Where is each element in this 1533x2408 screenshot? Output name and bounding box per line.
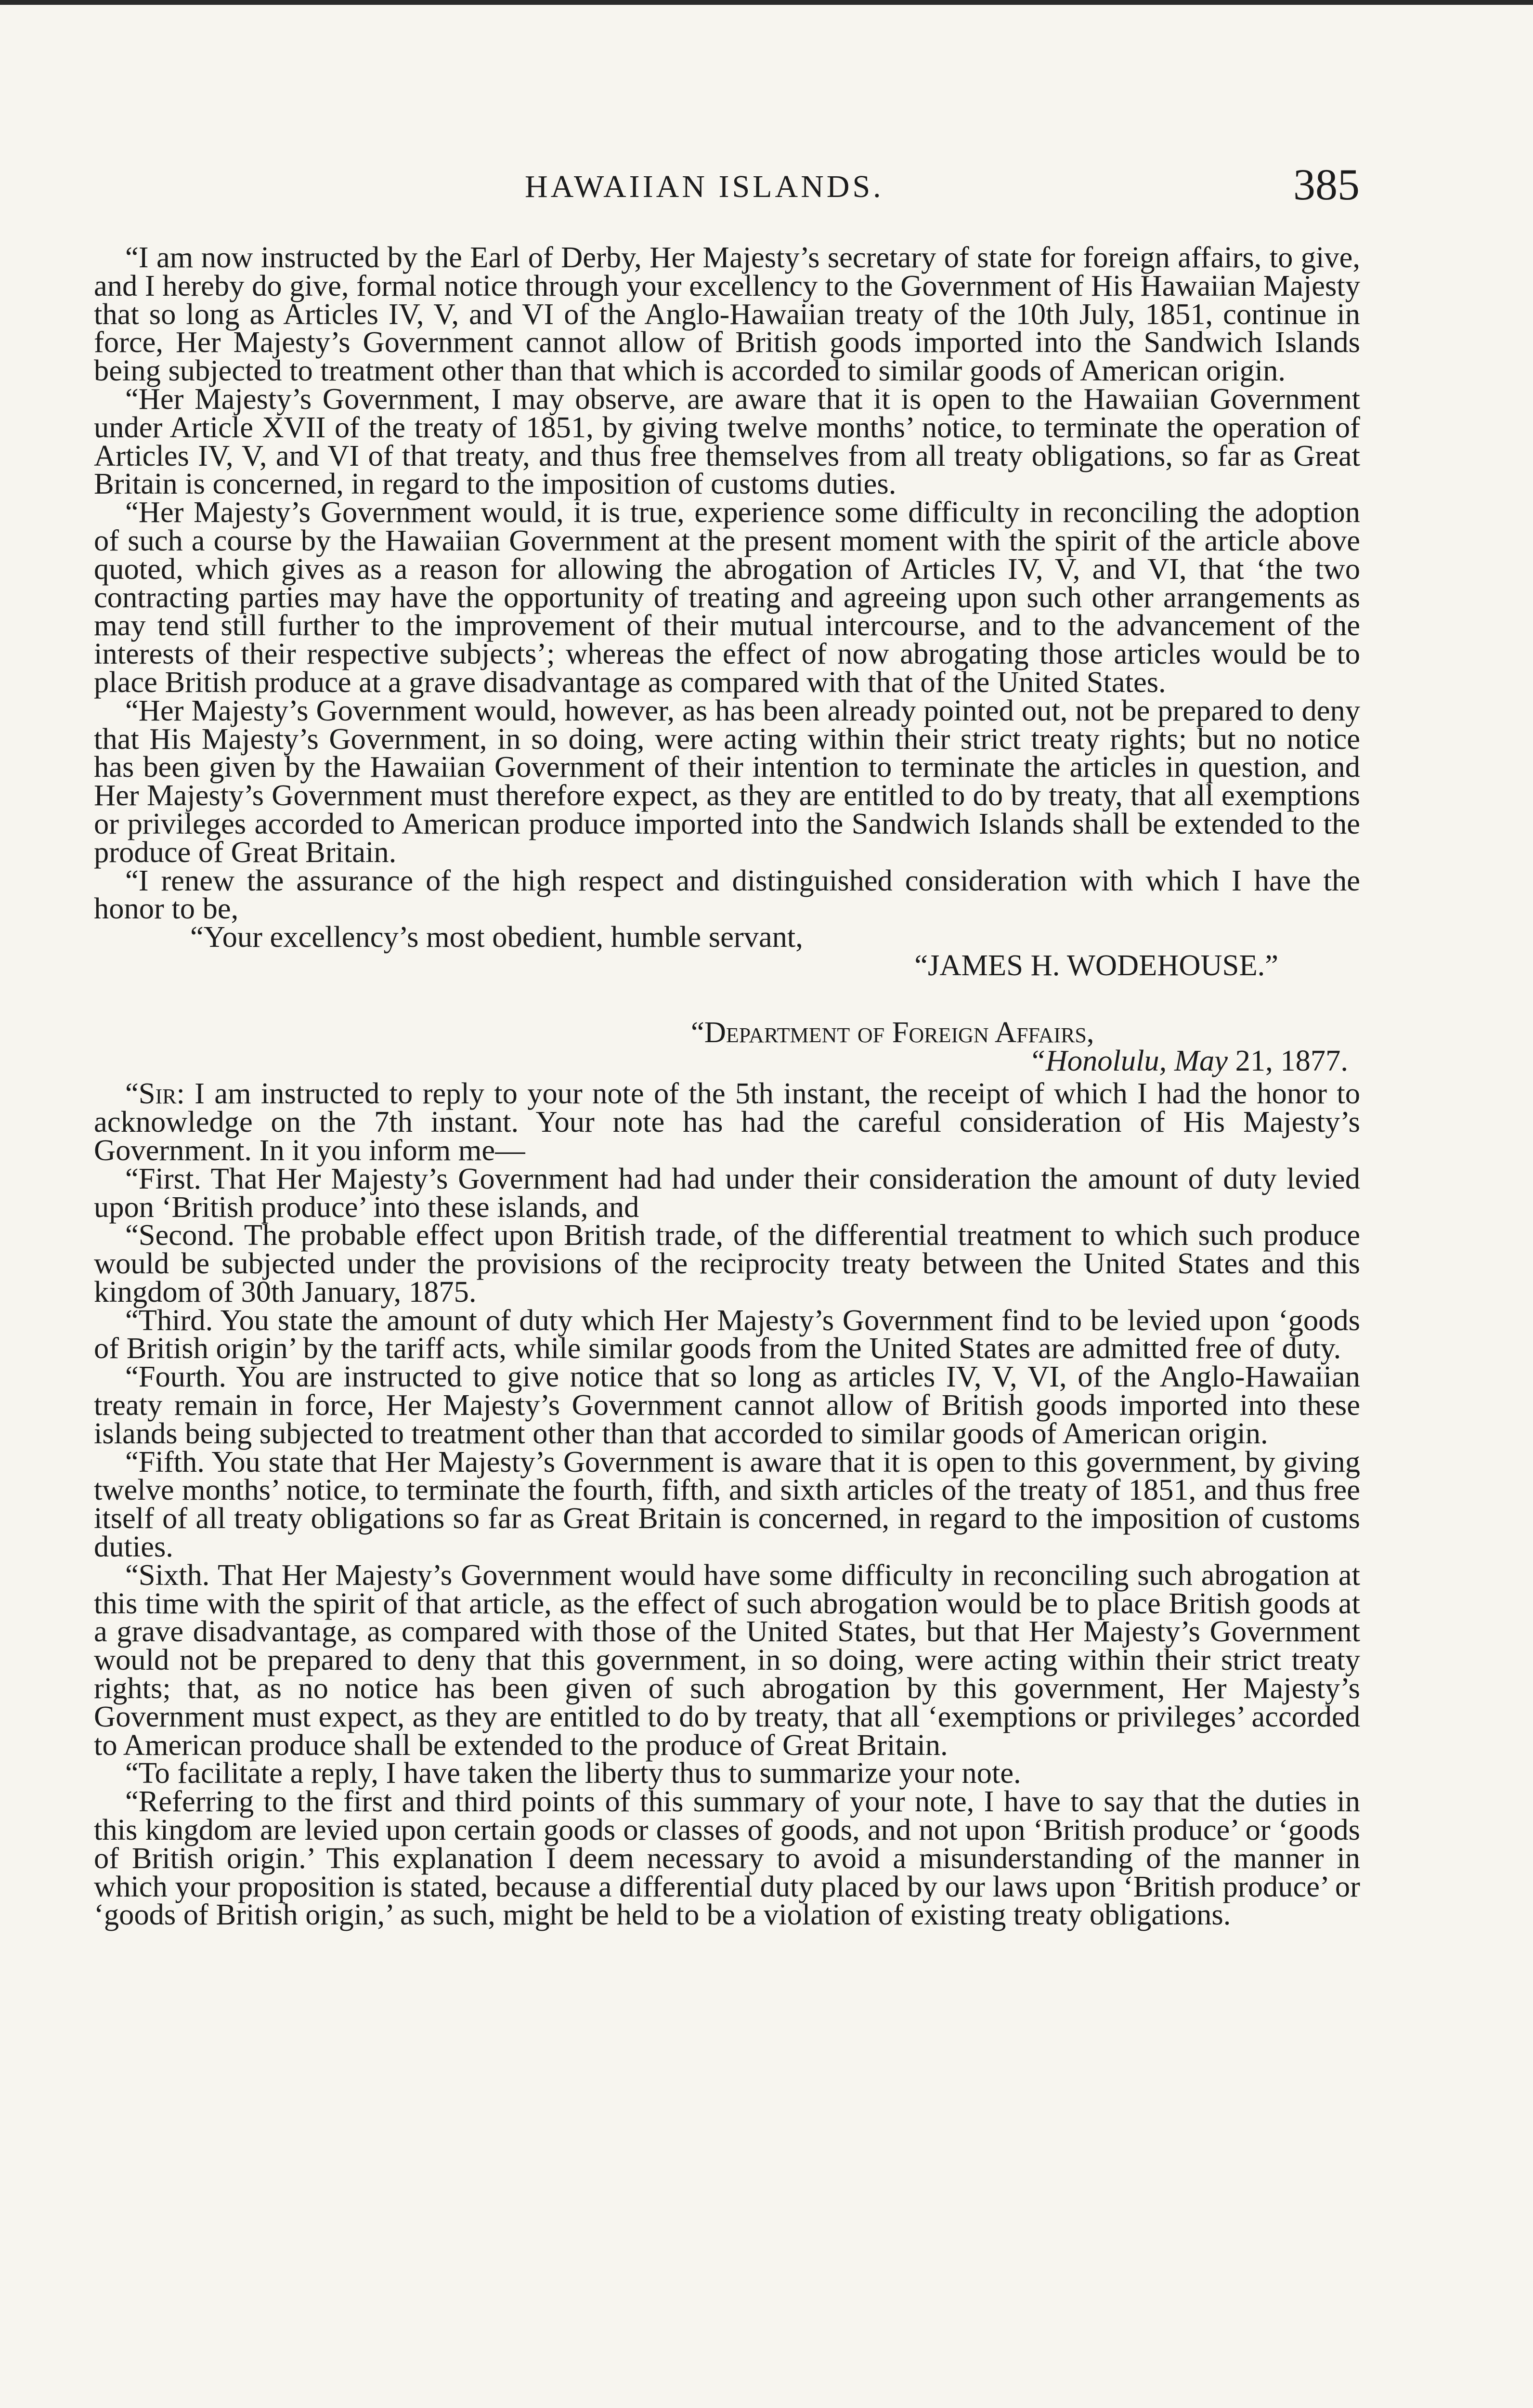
letter-2-paragraph: “Second. The probable effect upon British trade, of the differential treatment to which such produce would be subjected under the provisions of the reciprocity treaty between the United States and this kingdom of 30th January, 1875. [94,1218,1360,1309]
letter-2-salutation: “Sir: [125,1076,185,1111]
dateline-place: “Honolulu, [1028,1043,1167,1077]
letter-1-closing: “Your excellency’s most obedient, humble servant, [190,920,803,954]
letter-1-paragraph: “Her Majesty’s Government, I may observe, are aware that it is open to the Hawaiian Government under Article XVII of the treaty of 1851, by giving twelve months’ notice, to terminate the operation of Articles IV, V, and VI of that treaty, and thus free themselves from all treaty obligations, so far as Great Britain is concerned, in regard to the imposition of customs duties. [94,381,1360,501]
letter-2-paragraph: “Sixth. That Her Majesty’s Government would have some difficulty in reconciling such abrogation at this time with the spirit of that article, as the effect of such abrogation would be to place British goods at a grave disadvantage, as compared with those of the United States, but that Her Majesty’s Government would not be prepared to deny that this government, in so doing, were acting within their strict treaty rights; that, as no notice has been given of such abrogation by this government, Her Majesty’s Government must expect, as they are entitled to do by treaty, that all ‘exemptions or privileges’ accorded to American produce shall be extended to the produce of Great Britain. [94,1557,1360,1762]
letter-2-opening-text: I am instructed to reply to your note of the 5th instant, the receipt of which I had the honor to acknowledge on the 7th instant. Your note has had the careful consideration of His Majesty’s Government. In it you inform me— [94,1076,1361,1167]
letter-1-paragraph: “Her Majesty’s Government would, it is true, experience some difficulty in reconciling the adoption of such a course by the Hawaiian Government at the present moment with the spirit of the article above quoted, which gives as a reason for allowing the abrogation of Articles IV, V, and VI, that ‘the two contracting parties may have the opportunity of treating and agreeing upon such other arrangements as may tend still further to the improvement of their mutual intercourse, and to the advancement of the interests of their respective subjects’; whereas the effect of now abrogating those articles would be to place British produce at a grave disadvantage as compared with that of the United States. [94,495,1360,699]
letter-2-paragraph: “To facilitate a reply, I have taken the liberty thus to summarize your note. [125,1756,1021,1790]
letter-2-dateline-date [94,1043,1360,1077]
page-body [94,240,1361,1932]
page-number: 385 [1293,160,1360,209]
letter-2-paragraph: “Referring to the first and third points of this summary of your note, I have to say that the duties in this kingdom are levied upon certain goods or classes of goods, and not upon ‘British produce’ or ‘goods of British origin.’ This explanation I deem necessary to avoid a misunderstanding of the manner in which your proposition is stated, because a differential duty placed by our laws upon ‘British produce’ or ‘goods of British origin,’ as such, might be held to be a violation of existing treaty obligations. [94,1784,1360,1932]
running-head: HAWAIIAN ISLANDS. [525,169,884,204]
letter-2-paragraph: “First. That Her Majesty’s Government had had under their consideration the amount of duty levied upon ‘British produce’ into these islands, and [94,1161,1360,1224]
letter-1-paragraph: “I am now instructed by the Earl of Derby, Her Majesty’s secretary of state for foreign affairs, to give, and I hereby do give, formal notice through your excellency to the Government of His Hawaiian Majesty that so long as Articles IV, V, and VI of the Anglo-Hawaiian treaty of the 10th July, 1851, continue in force, Her Majesty’s Government cannot allow of British goods imported into the Sandwich Islands being subjected to treatment other than that which is accorded to similar goods of American origin. [94,240,1360,388]
top-border-rule [0,0,1533,5]
letter-2-paragraph: “Fourth. You are instructed to give notice that so long as articles IV, V, VI, of the Anglo-Hawaiian treaty remain in force, Her Majesty’s Government cannot allow of British goods imported into these islands being subjected to treatment other than that accorded to similar goods of American origin. [94,1360,1360,1450]
dateline-day: 21, 1877. [1235,1043,1348,1077]
letter-separator [94,980,1360,1018]
letter-2-paragraph [94,1076,1361,1167]
page-header [0,159,1533,217]
letter-1-signature: “JAMES H. WODEHOUSE.” [914,948,1278,982]
dateline-month: May [1174,1043,1228,1077]
letter-2-paragraph: “Third. You state the amount of duty which Her Majesty’s Government find to be levied upon ‘goods of British origin’ by the tariff acts, while similar goods from the United States are admitted free of duty. [94,1303,1360,1365]
letter-2-dateline-department: “Department of Foreign Affairs, [691,1015,1094,1049]
letter-2-paragraph: “Fifth. You state that Her Majesty’s Government is aware that it is open to this government, by giving twelve months’ notice, to terminate the fourth, fifth, and sixth articles of the treaty of 1851, and thus free itself of all treaty obligations so far as Great Britain is concerned, in regard to the imposition of customs duties. [94,1444,1360,1564]
letter-1-paragraph: “Her Majesty’s Government would, however, as has been already pointed out, not be prepared to deny that His Majesty’s Government, in so doing, were acting within their strict treaty rights; but no notice has been given by the Hawaiian Government of their intention to terminate the articles in question, and Her Majesty’s Government must therefore expect, as they are entitled to do by treaty, that all exemptions or privileges accorded to American produce imported into the Sandwich Islands shall be extended to the produce of Great Britain. [94,693,1360,869]
letter-1-paragraph: “I renew the assurance of the high respect and distinguished consideration with which I have the honor to be, [94,863,1360,926]
